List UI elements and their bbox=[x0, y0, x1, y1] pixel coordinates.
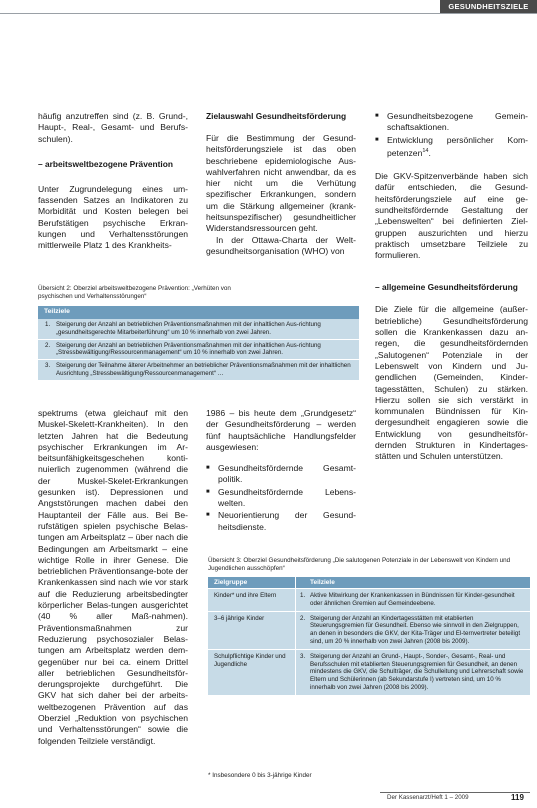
column-header-target-group: Zielgruppe bbox=[208, 577, 296, 588]
bullet-list bbox=[375, 111, 528, 159]
table-row bbox=[208, 588, 530, 611]
column-1-bottom bbox=[38, 408, 188, 747]
top-rule bbox=[0, 13, 537, 14]
column-header-subgoals: Teilziele bbox=[310, 579, 335, 586]
paragraph: Für die Bestimmung der Gesund-heitsförderungsziele ist das oben beschriebene epidemiologische Aus-wahlverfahren nicht anwendbar, da es hier nicht um die Verhütung spezifischer Erkrankungen, sondern um die Stärkung allgemeiner (krank-heitsunspezifischer) gesundheitlicher Widerstandsressourcen geht. bbox=[206, 133, 356, 234]
paragraph: Unter Zugrundelegung eines um-fassenden Satzes an Indikatoren zu Morbidität und Kosten belegen bei Berufstätigen psychische Erkran-kungen und Verhaltensstörungen mittlerweile Platz 1 des Krankheits- bbox=[38, 183, 188, 251]
bullet-list bbox=[206, 463, 356, 533]
overview-2-footnote: * Insbesondere 0 bis 3-jährige Kinder bbox=[208, 772, 312, 779]
footer-rule bbox=[380, 792, 530, 793]
paragraph: spektrums (etwa gleichauf mit den Muskel-Skelett-Krankheiten). In den letzten Jahren hat die Bedeutung psychischer Erkrankungen im Ar-beitsunfähigkeitsgeschehen konti-nuierlich zugenommen (während die der Muskel-Skelet-Erkrankungen gesunken ist). Depressionen und Angststörungen machen dabei den Hauptanteil der Fälle aus. Bei Be-rufstätigen spielen psychische Belas-tungen am Arbeitsplatz – über nach die Bedingungen am Arbeitsmarkt – eine wichtige Rolle in ihrer Genese. Die betrieblichen Präventionsange-bote der Krankenkassen sind nach wie vor stark auf die Reduzierung arbeitsbedingter körperlicher Belas-tungen ausgerichtet (40 % aller Maß-nahmen). Präventionsmaßnahmen zur Reduzierung psychosozialer Belas-tungen am Arbeitsplatz werden dem-gegenüber nur bei ca. einem Drittel aller betrieblichen Gesundheitsför-derungsprojekte durchgeführt. Die GKV hat sich daher bei der arbeits-weltbezogenen Prävention auf das Oberziel „Reduktion von psychischen und Verhaltensstörungen“ sowie die folgenden Teilziele verständigt. bbox=[38, 408, 189, 746]
overview-1-table bbox=[38, 306, 359, 380]
column-2-bottom bbox=[206, 408, 356, 534]
table-row bbox=[208, 611, 530, 649]
target-group-cell: Schulpflichtige Kinder und Jugendliche bbox=[208, 650, 296, 695]
table-row: 2. Steigerung der Anzahl an betrieblichen Präventionsmaßnahmen mit der inhaltlichen Aus-richtung „Stressbewältigung/Ressourcenmanagement“ um 10 % innerhalb von zwei Jahren. bbox=[38, 340, 359, 361]
bullet-item: ■ Gesundheitsbezogene Gemein-schaftsaktionen. bbox=[375, 111, 528, 134]
subgoal-cell: 1. Aktive Mitwirkung der Krankenkassen in Bündnissen für Kinder-gesundheit oder ähnlichen Gremien auf Gemeindeebene. bbox=[300, 592, 515, 607]
bullet-item: ■ Entwicklung persönlicher Kom-petenzen$^{14}$. bbox=[375, 135, 528, 159]
target-group-cell: Kinder* und ihre Eltern bbox=[208, 589, 296, 611]
table-row: 3. Steigerung der Teilnahme älterer Arbeitnehmer an betrieblicher Präventionsmaßnahmen mit der inhaltlichen Ausrichtung „Stressbewältigung/Ressourcenmanagement“ … bbox=[45, 362, 351, 377]
table-row bbox=[208, 649, 530, 695]
page-number: 119 bbox=[511, 793, 524, 802]
section-label: GESUNDHEITSZIELE bbox=[440, 0, 537, 13]
paragraph: Die Ziele für die allgemeine (außer-betriebliche) Gesundheitsförderung sollen die Krankenkassen dazu an-regen, die gesundheitsfördernden „Salutogenen“ Potenziale in der Lebenswelt von Kindern und Ju-gendlichen (Gemeinden, Kinder-tagesstätten, Schulen) zu stärken. Hierzu sollen sie sich verstärkt in kommunalen Bündnissen für Kin-dergesundheit engagieren sowie die Entwicklung von gesundheitsför-dernden Strukturen in Kindertages-stätten und Schulen unterstützen. bbox=[375, 304, 528, 462]
column-2-top bbox=[206, 111, 356, 257]
column-3 bbox=[375, 111, 528, 463]
journal-reference: Der Kassenarzt/Heft 1 – 2009 bbox=[387, 794, 469, 801]
target-group-cell: 3–6 jährige Kinder bbox=[208, 612, 296, 649]
paragraph: häufig anzutreffen sind (z. B. Grund-, Haupt-, Real-, Gesamt- und Berufs-schulen). bbox=[38, 111, 188, 144]
subheading-workplace-prevention: – arbeitsweltbezogene Prävention bbox=[38, 158, 173, 169]
overview-2-title: Übersicht 3: Oberziel Gesundheitsförderung „Die salutogenen Potenziale in der Lebenswelt von Kindern und Jugendlichen ausschöpfen“ bbox=[208, 557, 511, 572]
bullet-item: ■ Gesundheitsfördernde Lebens-welten. bbox=[206, 487, 356, 510]
subgoal-cell: 3. Steigerung der Anzahl an Grund-, Haupt-, Sonder-, Gesamt-, Real- und Berufsschulen mit etablierten Steuerungsgremien für Gesundheit, an denen mindestens die GKV, die Schulträger, die Schulleitung und Lehrerschaft sowie Eltern und Schülerinnen (ab Sekundarstufe I) vertreten sind, um 10 % innerhalb von zwei Jahren (2008 bis 2009). bbox=[300, 652, 524, 691]
paragraph: In der Ottawa-Charta der Welt-gesundheitsorganisation (WHO) von bbox=[206, 234, 356, 256]
column-1-top bbox=[38, 111, 188, 252]
overview-2-table bbox=[208, 577, 530, 695]
bullet-item: ■ Neuorientierung der Gesund-heitsdienste. bbox=[206, 510, 356, 533]
table-row: 1. Steigerung der Anzahl an betrieblichen Präventionsmaßnahmen mit der inhaltlichen Aus-richtung „gesundheitsgerechte Mitarbeiterführung“ um 10 % innerhalb von zwei Jahren. bbox=[38, 319, 359, 340]
subheading-target-selection: Zielauswahl Gesundheitsförderung bbox=[206, 111, 347, 121]
paragraph: 1986 – bis heute dem „Grundgesetz“ der Gesundheitsförderung – werden fünf hauptsächliche Handlungsfelder ausgewiesen: bbox=[206, 408, 356, 452]
subgoal-cell: 2. Steigerung der Anzahl an Kindertagesstätten mit etablierten Steuerungsgremien für Gesundheit. Ebenso wie sinnvoll in den Zielgruppen, an denen in besonders die GKV, der Kita-Träger und El-ternvertreter beteiligt sind, um 20 % innerhalb von zwei Jahren (2008 bis 2009). bbox=[300, 614, 521, 645]
paragraph: Die GKV-Spitzenverbände haben sich dafür entschieden, die Gesund-heitsförderungsziele auf eine ge-sundheitsfördernde Gestaltung der „Lebenswelten“ bei definierten Ziel-gruppen auszurichten und hierzu praktisch umsetzbare Teilziele zu formulieren. bbox=[375, 171, 528, 261]
table-header: Teilziele bbox=[38, 306, 359, 319]
overview-1-title: Übersicht 2: Oberziel arbeitsweltbezogene Prävention: „Verhüten von psychischen und Verhaltensstörungen“ bbox=[38, 285, 231, 300]
bullet-item: ■ Gesundheitsfördernde Gesamt-politik. bbox=[206, 463, 356, 486]
subheading-general-health-promotion: – allgemeine Gesundheitsförderung bbox=[375, 282, 518, 293]
table-header bbox=[208, 577, 530, 588]
